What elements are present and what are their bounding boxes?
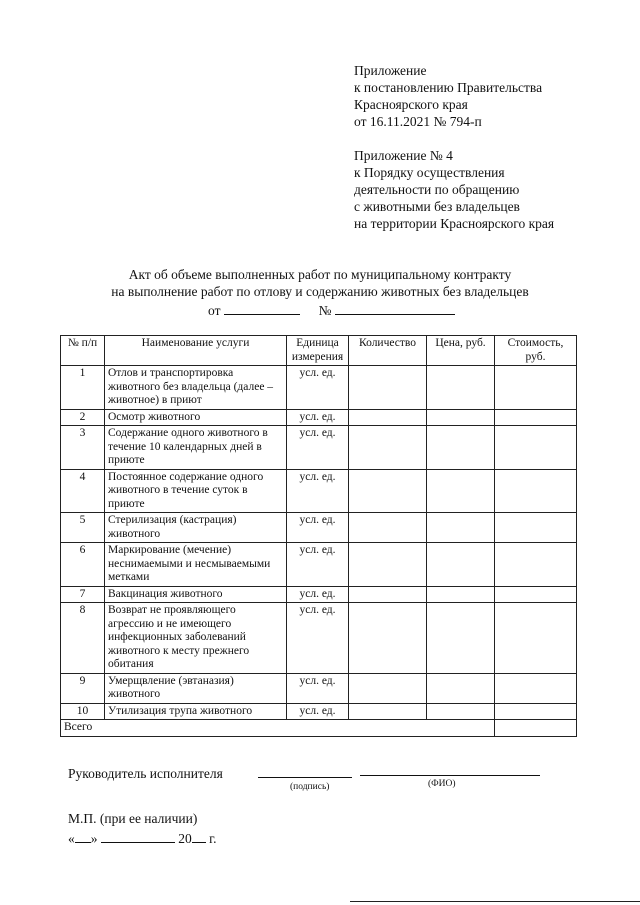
row-price-cell[interactable] (427, 366, 495, 410)
table-header-row (61, 336, 577, 366)
appendix-reference-procedure (354, 147, 554, 232)
header-qty: Количество (349, 336, 427, 366)
row-name: Отлов и транспортировка животного без владельца (далее – животное) в приют (105, 366, 287, 410)
row-name: Вакцинация животного (105, 586, 287, 603)
row-cost-cell[interactable] (495, 603, 577, 674)
row-qty-cell[interactable] (349, 603, 427, 674)
year-blank[interactable] (192, 830, 206, 843)
row-cost-cell[interactable] (495, 543, 577, 587)
table-row (61, 513, 577, 543)
appendix-line: с животными без владельцев (354, 199, 520, 214)
row-name: Умерщвление (эвтаназия) животного (105, 673, 287, 703)
appendix-reference-government (354, 62, 542, 130)
table-row (61, 409, 577, 426)
from-label: от (208, 303, 221, 318)
fio-caption: (ФИО) (428, 779, 456, 789)
row-qty-cell[interactable] (349, 673, 427, 703)
row-unit: усл. ед. (287, 603, 349, 674)
header-price: Цена, руб. (427, 336, 495, 366)
number-label: № (318, 303, 332, 318)
row-num: 3 (61, 426, 105, 470)
appendix-line: деятельности по обращению (354, 182, 520, 197)
row-num: 9 (61, 673, 105, 703)
number-blank[interactable] (335, 302, 455, 315)
works-table (60, 335, 577, 737)
row-cost-cell[interactable] (495, 673, 577, 703)
header-num: № п/п (61, 336, 105, 366)
row-qty-cell[interactable] (349, 469, 427, 513)
row-unit: усл. ед. (287, 469, 349, 513)
row-unit: усл. ед. (287, 409, 349, 426)
date-close-quote: » (90, 831, 98, 846)
row-qty-cell[interactable] (349, 426, 427, 470)
row-qty-cell[interactable] (349, 586, 427, 603)
row-price-cell[interactable] (427, 673, 495, 703)
table-row (61, 366, 577, 410)
row-cost-cell[interactable] (495, 513, 577, 543)
row-qty-cell[interactable] (349, 543, 427, 587)
row-qty-cell[interactable] (349, 366, 427, 410)
appendix-line: к постановлению Правительства (354, 80, 543, 95)
row-num: 7 (61, 586, 105, 603)
table-row (61, 426, 577, 470)
total-cost-cell[interactable] (495, 720, 577, 737)
row-num: 1 (61, 366, 105, 410)
year-suffix: г. (209, 831, 217, 846)
table-row (61, 673, 577, 703)
row-name: Содержание одного животного в течение 10 календарных дней в приюте (105, 426, 287, 470)
row-unit: усл. ед. (287, 703, 349, 720)
month-blank[interactable] (101, 830, 175, 843)
row-qty-cell[interactable] (349, 513, 427, 543)
total-label: Всего (61, 720, 495, 737)
header-unit: Единица измерения (287, 336, 349, 366)
row-name: Утилизация трупа животного (105, 703, 287, 720)
signature-date-line (68, 830, 217, 847)
row-cost-cell[interactable] (495, 469, 577, 513)
row-unit: усл. ед. (287, 366, 349, 410)
table-row (61, 543, 577, 587)
row-name: Постоянное содержание одного животного в течение суток в приюте (105, 469, 287, 513)
date-open-quote: « (68, 831, 75, 846)
row-cost-cell[interactable] (495, 409, 577, 426)
fio-line[interactable] (360, 775, 540, 776)
row-unit: усл. ед. (287, 673, 349, 703)
appendix-line: от 16.11.2021 № 794-п (354, 114, 482, 129)
row-unit: усл. ед. (287, 513, 349, 543)
appendix-line: к Порядку осуществления (354, 165, 505, 180)
table-row (61, 703, 577, 720)
row-cost-cell[interactable] (495, 426, 577, 470)
act-title-line: Акт об объеме выполненных работ по муниципальному контракту (128, 267, 512, 282)
row-num: 5 (61, 513, 105, 543)
date-blank[interactable] (224, 302, 300, 315)
row-price-cell[interactable] (427, 409, 495, 426)
appendix-line: Приложение (354, 63, 427, 78)
appendix-line: на территории Красноярского края (354, 216, 555, 231)
appendix-line: Красноярского края (354, 97, 468, 112)
row-name: Возврат не проявляющего агрессию и не имеющего инфекционных заболеваний животного к месту прежнего обитания (105, 603, 287, 674)
row-price-cell[interactable] (427, 703, 495, 720)
signature-caption: (подпись) (290, 782, 330, 792)
row-unit: усл. ед. (287, 426, 349, 470)
row-num: 4 (61, 469, 105, 513)
row-cost-cell[interactable] (495, 366, 577, 410)
row-cost-cell[interactable] (495, 586, 577, 603)
appendix-line: Приложение № 4 (354, 148, 453, 163)
row-name: Осмотр животного (105, 409, 287, 426)
act-title (0, 266, 640, 300)
row-price-cell[interactable] (427, 603, 495, 674)
signature-line[interactable] (258, 777, 352, 778)
footer-divider (350, 901, 640, 902)
year-prefix: 20 (178, 831, 192, 846)
row-num: 10 (61, 703, 105, 720)
total-row (61, 720, 577, 737)
row-price-cell[interactable] (427, 426, 495, 470)
row-qty-cell[interactable] (349, 409, 427, 426)
act-title-line: на выполнение работ по отлову и содержанию животных без владельцев (111, 284, 529, 299)
header-name: Наименование услуги (105, 336, 287, 366)
header-cost: Стоимость, руб. (495, 336, 577, 366)
row-price-cell[interactable] (427, 513, 495, 543)
row-num: 8 (61, 603, 105, 674)
row-price-cell[interactable] (427, 586, 495, 603)
table-row (61, 586, 577, 603)
row-price-cell[interactable] (427, 543, 495, 587)
act-date-number-line (208, 302, 455, 319)
row-price-cell[interactable] (427, 469, 495, 513)
table-row (61, 603, 577, 674)
row-unit: усл. ед. (287, 586, 349, 603)
head-signature-label: Руководитель исполнителя (68, 766, 223, 781)
table-row (61, 469, 577, 513)
row-unit: усл. ед. (287, 543, 349, 587)
row-name: Маркирование (мечение) неснимаемыми и несмываемыми метками (105, 543, 287, 587)
row-num: 2 (61, 409, 105, 426)
row-num: 6 (61, 543, 105, 587)
day-blank[interactable] (75, 830, 91, 843)
row-cost-cell[interactable] (495, 703, 577, 720)
stamp-label: М.П. (при ее наличии) (68, 811, 198, 826)
row-name: Стерилизация (кастрация) животного (105, 513, 287, 543)
row-qty-cell[interactable] (349, 703, 427, 720)
